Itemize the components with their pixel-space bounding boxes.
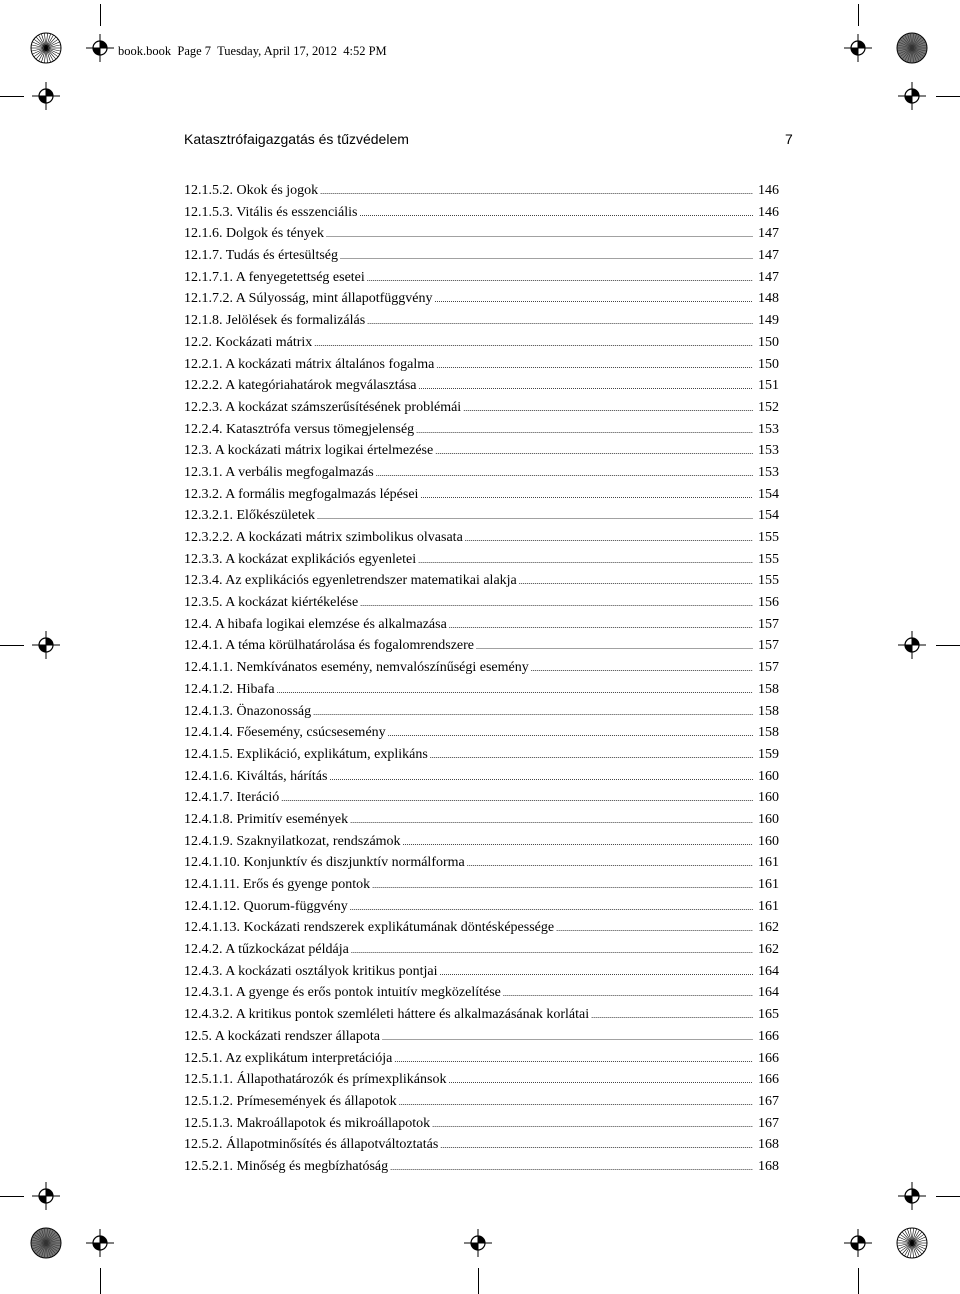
toc-entry-label: 12.4.1.12. Quorum-függvény	[184, 898, 348, 914]
toc-entry-label: 12.4.3.1. A gyenge és erős pontok intuitív megközelítése	[184, 985, 501, 1001]
toc-entry-label: 12.4.1.3. Önazonosság	[184, 703, 312, 719]
toc-entry-page: 155	[758, 573, 779, 589]
dot-leader	[359, 203, 753, 225]
toc-entry-page: 162	[758, 942, 779, 958]
toc-entry-label: 12.4.1.4. Főesemény, csúcsesemény	[184, 725, 386, 741]
toc-entry-label: 12.4.1.1. Nemkívánatos esemény, nemvalószínűségi esemény	[184, 660, 529, 676]
dot-leader	[430, 745, 753, 767]
toc-entry-label: 12.3.5. A kockázat kiértékelése	[184, 595, 359, 611]
toc-entry-page: 164	[758, 963, 779, 979]
registration-starburst-bottom-right	[895, 1226, 929, 1260]
toc-entry-page: 157	[758, 638, 779, 654]
toc-entry-label: 12.4.3.2. A kritikus pontok szemléleti háttere és alkalmazásának korlátai	[184, 1007, 590, 1023]
dot-leader	[317, 506, 753, 528]
dot-leader	[440, 962, 753, 984]
toc-entry	[184, 505, 779, 527]
toc-entry	[184, 1113, 779, 1135]
toc-entry-label: 12.1.5.3. Vitális és esszenciális	[184, 204, 358, 220]
crop-mark	[0, 645, 24, 646]
toc-entry-label: 12.1.7.2. A Súlyosság, mint állapotfüggvény	[184, 291, 433, 307]
dot-leader	[519, 571, 753, 593]
toc-entry-page: 149	[758, 313, 779, 329]
toc-entry-label: 12.4.1.2. Hibafa	[184, 681, 275, 697]
toc-entry-page: 151	[758, 378, 779, 394]
crop-mark	[100, 1268, 101, 1294]
dot-leader	[281, 788, 753, 810]
toc-entry-page: 153	[758, 421, 779, 437]
toc-entry-page: 160	[758, 790, 779, 806]
toc-entry-label: 12.5. A kockázati rendszer állapota	[184, 1028, 380, 1044]
dot-leader	[591, 1005, 753, 1027]
toc-entry	[184, 787, 779, 809]
dot-leader	[372, 875, 753, 897]
toc-entry	[184, 202, 779, 224]
toc-entry-page: 157	[758, 660, 779, 676]
toc-entry	[184, 440, 779, 462]
dot-leader	[420, 485, 753, 507]
registration-starburst-top-left	[29, 31, 63, 65]
toc-entry	[184, 1048, 779, 1070]
registration-crosshair	[32, 631, 60, 659]
dot-leader	[448, 1070, 753, 1092]
dot-leader	[435, 441, 753, 463]
dot-leader	[326, 224, 753, 246]
toc-entry	[184, 375, 779, 397]
dot-leader	[432, 1114, 753, 1136]
registration-crosshair	[898, 82, 926, 110]
toc-entry	[184, 766, 779, 788]
toc-entry	[184, 939, 779, 961]
toc-entry	[184, 982, 779, 1004]
toc-entry	[184, 592, 779, 614]
toc-entry	[184, 874, 779, 896]
toc-entry-page: 165	[758, 1007, 779, 1023]
registration-crosshair	[898, 631, 926, 659]
toc-entry-label: 12.3. A kockázati mátrix logikai értelmezése	[184, 443, 434, 459]
crop-mark	[0, 96, 24, 97]
dot-leader	[416, 420, 753, 442]
dot-leader	[314, 333, 753, 355]
dot-leader	[376, 463, 753, 485]
dot-leader	[465, 528, 753, 550]
toc-entry	[184, 570, 779, 592]
dot-leader	[556, 918, 753, 940]
toc-entry-label: 12.5.2.1. Minőség és megbízhatóság	[184, 1158, 389, 1174]
toc-entry-label: 12.4.1.13. Kockázati rendszerek explikátumának döntésképessége	[184, 920, 555, 936]
dot-leader	[350, 810, 753, 832]
toc-entry-label: 12.4.1.10. Konjunktív és diszjunktív normálforma	[184, 855, 465, 871]
toc-entry	[184, 831, 779, 853]
toc-entry	[184, 809, 779, 831]
toc-entry	[184, 419, 779, 441]
dot-leader	[418, 550, 753, 572]
toc-entry-page: 167	[758, 1115, 779, 1131]
toc-entry-page: 154	[758, 508, 779, 524]
toc-entry-page: 160	[758, 833, 779, 849]
crop-mark	[936, 645, 960, 646]
dot-leader	[503, 983, 753, 1005]
registration-starburst-top-right	[895, 31, 929, 65]
crop-mark	[478, 1268, 479, 1294]
toc-entry	[184, 223, 779, 245]
registration-crosshair	[898, 1182, 926, 1210]
toc-entry	[184, 635, 779, 657]
toc-entry-page: 146	[758, 183, 779, 198]
toc-entry-label: 12.4.1.9. Szaknyilatkozat, rendszámok	[184, 833, 401, 849]
page-number: 7	[785, 131, 793, 147]
toc-entry-page: 166	[758, 1050, 779, 1066]
toc-entry	[184, 679, 779, 701]
toc-entry-page: 160	[758, 768, 779, 784]
toc-entry-page: 158	[758, 703, 779, 719]
toc-entry	[184, 961, 779, 983]
crop-mark	[858, 4, 859, 26]
dot-leader	[394, 1049, 753, 1071]
toc-entry-label: 12.5.2. Állapotminősítés és állapotváltoztatás	[184, 1137, 439, 1153]
toc-entry	[184, 267, 779, 289]
toc-entry	[184, 1026, 779, 1048]
table-of-contents	[184, 180, 779, 1178]
dot-leader	[440, 1135, 753, 1157]
toc-entry-page: 161	[758, 898, 779, 914]
toc-entry-label: 12.4.1.6. Kiváltás, hárítás	[184, 768, 328, 784]
toc-entry-label: 12.4.1.7. Iteráció	[184, 790, 280, 806]
toc-entry-page: 150	[758, 356, 779, 372]
crop-mark	[858, 1268, 859, 1294]
dot-leader	[313, 702, 753, 724]
toc-entry-page: 153	[758, 443, 779, 459]
toc-entry	[184, 722, 779, 744]
toc-entry	[184, 1091, 779, 1113]
dot-leader	[463, 398, 753, 420]
registration-crosshair	[86, 1229, 114, 1257]
toc-entry-label: 12.4.1.11. Erős és gyenge pontok	[184, 877, 371, 892]
toc-entry-page: 158	[758, 681, 779, 697]
registration-crosshair	[844, 1229, 872, 1257]
toc-entry-page: 158	[758, 725, 779, 741]
registration-crosshair	[86, 34, 114, 62]
toc-entry-label: 12.5.1.3. Makroállapotok és mikroállapotok	[184, 1115, 431, 1131]
print-slug: book.book Page 7 Tuesday, April 17, 2012 4:52 PM	[118, 44, 387, 58]
toc-entry-page: 157	[758, 616, 779, 632]
toc-entry-label: 12.2. Kockázati mátrix	[184, 334, 313, 350]
toc-entry-page: 153	[758, 464, 779, 480]
registration-crosshair	[32, 82, 60, 110]
toc-entry	[184, 1156, 779, 1178]
toc-entry-page: 150	[758, 334, 779, 350]
toc-entry-page: 147	[758, 248, 779, 264]
dot-leader	[449, 615, 753, 637]
toc-entry	[184, 852, 779, 874]
toc-entry	[184, 462, 779, 484]
toc-entry-page: 162	[758, 920, 779, 936]
toc-entry-page: 152	[758, 399, 779, 415]
toc-entry	[184, 484, 779, 506]
toc-entry	[184, 1004, 779, 1026]
toc-entry	[184, 288, 779, 310]
toc-entry-label: 12.3.4. Az explikációs egyenletrendszer matematikai alakja	[184, 573, 517, 589]
toc-entry-label: 12.3.1. A verbális megfogalmazás	[184, 464, 374, 480]
toc-entry	[184, 917, 779, 939]
toc-entry-page: 161	[758, 855, 779, 871]
toc-entry-page: 167	[758, 1093, 779, 1109]
dot-leader	[382, 1027, 753, 1049]
dot-leader	[351, 940, 753, 962]
running-header-title: Katasztrófaigazgatás és tűzvédelem	[184, 131, 409, 147]
toc-entry-page: 155	[758, 530, 779, 545]
toc-entry-label: 12.3.2.2. A kockázati mátrix szimbolikus olvasata	[184, 530, 463, 545]
toc-entry	[184, 614, 779, 636]
registration-crosshair	[844, 34, 872, 62]
toc-entry	[184, 744, 779, 766]
toc-entry-label: 12.1.8. Jelölések és formalizálás	[184, 313, 366, 329]
dot-leader	[367, 311, 753, 333]
toc-entry-page: 164	[758, 985, 779, 1001]
dot-leader	[277, 680, 753, 702]
toc-entry-page: 168	[758, 1158, 779, 1174]
dot-leader	[320, 181, 753, 203]
crop-mark	[936, 1196, 960, 1197]
toc-entry	[184, 657, 779, 679]
dot-leader	[350, 897, 753, 919]
toc-entry-page: 156	[758, 595, 779, 611]
toc-entry-label: 12.5.1. Az explikátum interpretációja	[184, 1050, 393, 1066]
toc-entry-label: 12.1.7.1. A fenyegetettség esetei	[184, 269, 365, 285]
toc-entry-label: 12.3.2. A formális megfogalmazás lépései	[184, 486, 419, 502]
dot-leader	[418, 376, 753, 398]
toc-entry	[184, 896, 779, 918]
toc-entry-label: 12.4.3. A kockázati osztályok kritikus pontjai	[184, 963, 438, 979]
dot-leader	[467, 853, 753, 875]
toc-entry-label: 12.4.1. A téma körülhatárolása és fogalomrendszere	[184, 638, 475, 654]
toc-entry-page: 147	[758, 269, 779, 285]
toc-entry-label: 12.1.5.2. Okok és jogok	[184, 183, 319, 198]
toc-entry-page: 147	[758, 226, 779, 242]
registration-crosshair	[32, 1182, 60, 1210]
toc-entry	[184, 701, 779, 723]
toc-entry-label: 12.1.6. Dolgok és tények	[184, 226, 324, 242]
toc-entry-label: 12.3.2.1. Előkészületek	[184, 508, 316, 524]
toc-entry	[184, 332, 779, 354]
dot-leader	[435, 289, 754, 311]
dot-leader	[403, 832, 753, 854]
toc-entry-page: 166	[758, 1028, 779, 1044]
toc-entry-page: 155	[758, 551, 779, 567]
toc-entry-page: 148	[758, 291, 779, 307]
crop-mark	[936, 96, 960, 97]
dot-leader	[367, 268, 753, 290]
toc-entry-page: 160	[758, 811, 779, 827]
toc-entry-page: 161	[758, 877, 779, 892]
toc-entry-page: 166	[758, 1072, 779, 1088]
registration-crosshair	[464, 1229, 492, 1257]
toc-entry	[184, 245, 779, 267]
dot-leader	[476, 636, 753, 658]
toc-entry	[184, 1134, 779, 1156]
dot-leader	[360, 593, 753, 615]
toc-entry-label: 12.2.3. A kockázat számszerűsítésének problémái	[184, 399, 462, 415]
dot-leader	[531, 658, 753, 680]
dot-leader	[390, 1157, 753, 1179]
toc-entry-label: 12.2.1. A kockázati mátrix általános fogalma	[184, 356, 435, 372]
toc-entry-label: 12.2.2. A kategóriahatárok megválasztása	[184, 378, 417, 394]
toc-entry-label: 12.2.4. Katasztrófa versus tömegjelenség	[184, 421, 415, 437]
toc-entry-label: 12.1.7. Tudás és értesültség	[184, 248, 338, 264]
crop-mark	[0, 1196, 24, 1197]
toc-entry-label: 12.4.1.5. Explikáció, explikátum, explikáns	[184, 746, 428, 762]
toc-entry-label: 12.3.3. A kockázat explikációs egyenletei	[184, 551, 417, 567]
toc-entry-label: 12.4.2. A tűzkockázat példája	[184, 942, 349, 958]
dot-leader	[388, 723, 753, 745]
toc-entry-page: 154	[758, 486, 779, 502]
dot-leader	[340, 246, 753, 268]
toc-entry	[184, 527, 779, 549]
toc-entry	[184, 180, 779, 202]
toc-entry-page: 168	[758, 1137, 779, 1153]
toc-entry	[184, 1069, 779, 1091]
toc-entry-label: 12.4.1.8. Primitív események	[184, 811, 349, 827]
registration-starburst-bottom-left	[29, 1226, 63, 1260]
toc-entry-label: 12.5.1.1. Állapothatározók és prímexplikánsok	[184, 1072, 447, 1088]
toc-entry	[184, 310, 779, 332]
dot-leader	[329, 767, 753, 789]
toc-entry	[184, 397, 779, 419]
toc-entry-page: 146	[758, 204, 779, 220]
toc-entry	[184, 354, 779, 376]
dot-leader	[399, 1092, 753, 1114]
toc-entry-page: 159	[758, 746, 779, 762]
crop-mark	[100, 4, 101, 26]
toc-entry-label: 12.4. A hibafa logikai elemzése és alkalmazása	[184, 616, 447, 632]
toc-entry-label: 12.5.1.2. Prímesemények és állapotok	[184, 1093, 397, 1109]
toc-entry	[184, 549, 779, 571]
dot-leader	[436, 355, 753, 377]
